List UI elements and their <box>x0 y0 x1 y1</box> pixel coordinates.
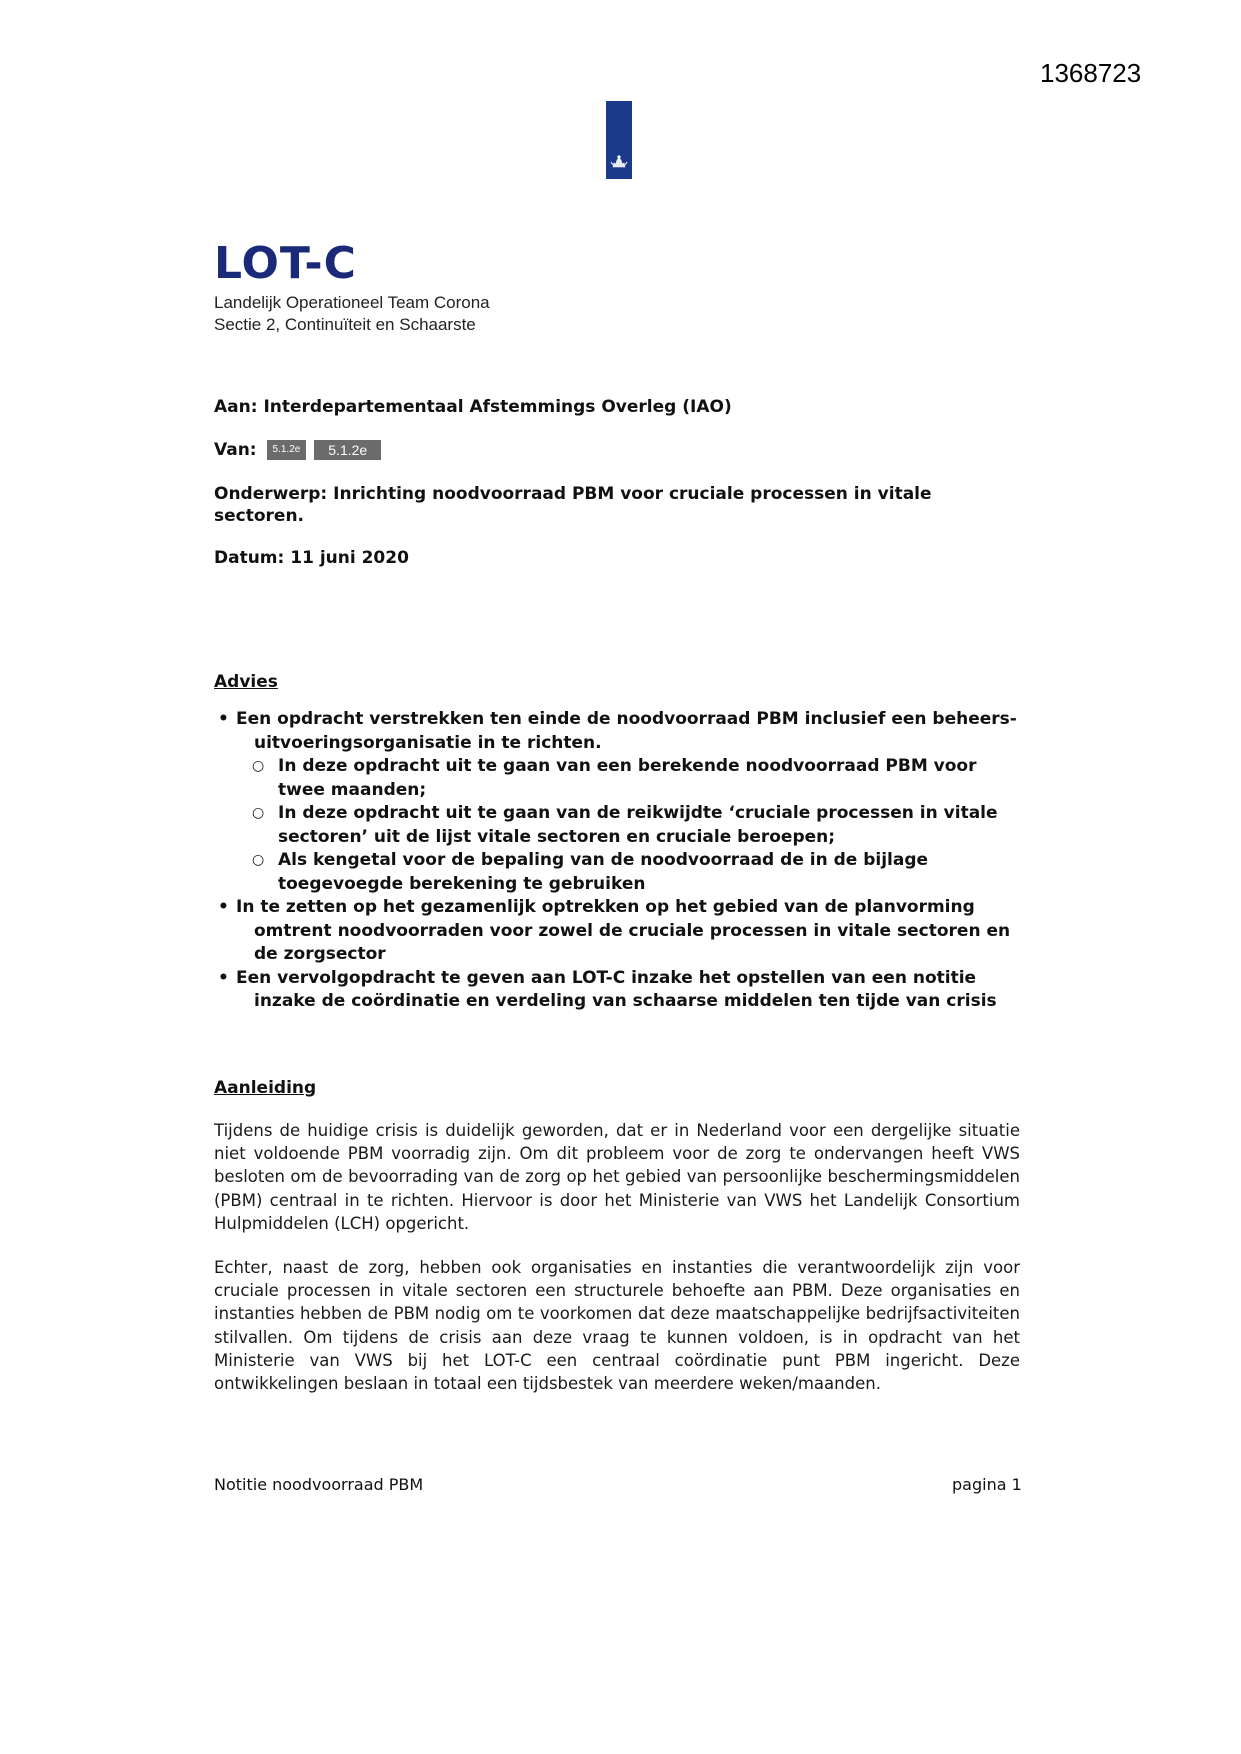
bullet-text: Een vervolgopdracht te geven aan LOT-C inzake het opstellen van een notitie inzake de coördinatie en verdeling van schaarse middelen ten tijde van crisis <box>236 967 997 1011</box>
sub-item-text: In deze opdracht uit te gaan van de reikwijdte ‘cruciale processen in vitale sectoren’ uit de lijst vitale sectoren en cruciale beroepen; <box>278 803 998 847</box>
brand-subtitle-2: Sectie 2, Continuïteit en Schaarste <box>214 315 476 334</box>
crest-icon <box>609 153 629 169</box>
document-number: 1368723 <box>1040 58 1142 88</box>
government-logo <box>606 101 632 179</box>
aanleiding-heading: Aanleiding <box>214 1078 317 1098</box>
sub-list-item <box>218 802 1018 849</box>
sender-row <box>214 439 1014 461</box>
date: Datum: 11 juni 2020 <box>214 548 409 568</box>
paragraph: Echter, naast de zorg, hebben ook organisaties en instanties die verantwoordelijk zijn voor cruciale processen in vitale sectoren een structurele behoefte aan PBM. Deze organisaties en instanties hebben de PBM nodig om te voorkomen dat deze maatschappelijke bedrijfsactiviteiten stilvallen. Om tijdens de crisis aan deze vraag te kunnen voldoen, is in opdracht van het Ministerie van VWS bij het LOT-C een centraal coördinatie punt PBM ingericht. Deze ontwikkelingen beslaan in totaal een tijdsbestek van meerdere weken/maanden. <box>214 1258 1020 1394</box>
redaction-block: 5.1.2e <box>314 440 381 460</box>
list-item <box>218 708 1018 755</box>
paragraph: Tijdens de huidige crisis is duidelijk geworden, dat er in Nederland voor een dergelijke situatie niet voldoende PBM voorradig zijn. Om dit probleem voor de zorg te ondervangen heeft VWS besloten om de bevoorrading van de zorg op het gebied van persoonlijke beschermingsmiddelen (PBM) centraal in te richten. Hiervoor is door het Ministerie van VWS het Landelijk Consortium Hulpmiddelen (LCH) opgericht. <box>214 1121 1020 1233</box>
circle-bullet-icon: ○ <box>252 758 265 774</box>
brand-subtitle-1: Landelijk Operationeel Team Corona <box>214 293 490 312</box>
list-item <box>218 967 1018 1014</box>
sub-item-text: Als kengetal voor de bepaling van de noodvoorraad de in de bijlage toegevoegde berekening te gebruiken <box>278 850 929 894</box>
bullet-icon: • <box>218 897 229 917</box>
redaction-block: 5.1.2e <box>267 440 307 460</box>
sub-list-item <box>218 755 1018 802</box>
advies-heading: Advies <box>214 672 278 692</box>
page-number: pagina 1 <box>952 1475 1022 1494</box>
list-item <box>218 896 1018 967</box>
bullet-text: Een opdracht verstrekken ten einde de noodvoorraad PBM inclusief een beheers- uitvoeringsorganisatie in te richten. <box>236 709 1017 753</box>
bullet-text: In te zetten op het gezamenlijk optrekken op het gebied van de planvorming omtrent noodvoorraden voor zowel de cruciale processen in vitale sectoren en de zorgsector <box>236 897 1011 964</box>
subject: Onderwerp: Inrichting noodvoorraad PBM voor cruciale processen in vitale sectoren. <box>214 484 932 526</box>
sub-list-item <box>218 849 1018 896</box>
addressee: Aan: Interdepartementaal Afstemmings Overleg (IAO) <box>214 397 732 417</box>
brand-title: LOT-C <box>214 238 357 289</box>
sub-item-text: In deze opdracht uit te gaan van een berekende noodvoorraad PBM voor twee maanden; <box>278 756 977 800</box>
footer-title: Notitie noodvoorraad PBM <box>214 1475 424 1494</box>
circle-bullet-icon: ○ <box>252 805 265 821</box>
bullet-icon: • <box>218 709 229 729</box>
sender-label: Van: <box>214 440 257 460</box>
circle-bullet-icon: ○ <box>252 852 265 868</box>
advies-list <box>218 708 1018 1014</box>
bullet-icon: • <box>218 967 229 988</box>
